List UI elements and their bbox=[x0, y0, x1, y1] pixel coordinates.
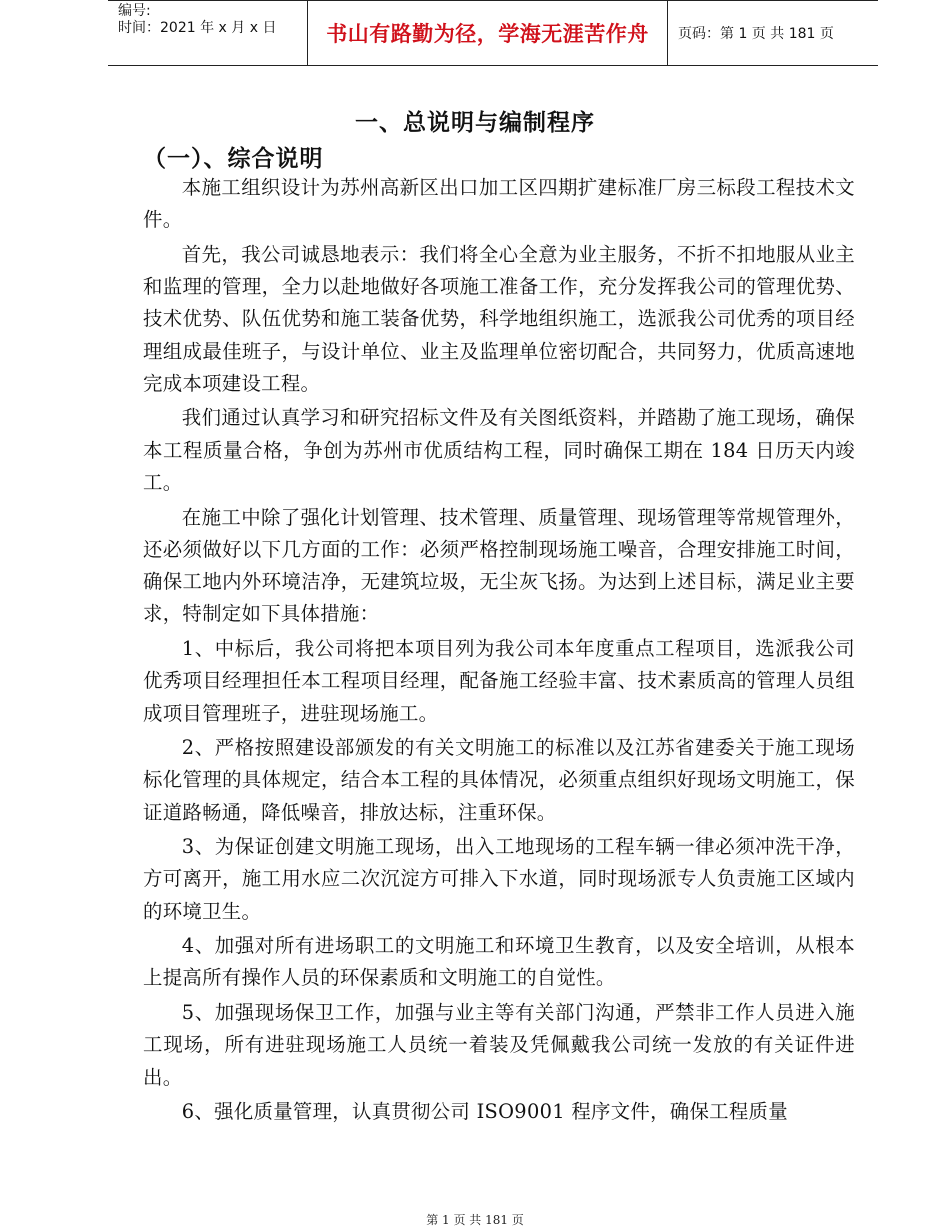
document-title: 一、总说明与编制程序 bbox=[355, 110, 595, 136]
list-item-paragraph: 4、加强对所有进场职工的文明施工和环境卫生教育，以及安全培训，从根本上提高所有操作人员的环保素质和文明施工的自觉性。 bbox=[143, 934, 855, 990]
list-item-paragraph: 3、为保证创建文明施工现场，出入工地现场的工程车辆一律必须冲洗干净，方可离开，施工用水应二次沉淀方可排入下水道，同时现场派专人负责施工区域内的环境卫生。 bbox=[143, 835, 855, 923]
section-heading: （一）、综合说明 bbox=[143, 146, 324, 172]
header-page-cell bbox=[668, 1, 878, 65]
header-meta-cell bbox=[108, 1, 308, 65]
page-header bbox=[108, 0, 878, 66]
paragraph: 本施工组织设计为苏州高新区出口加工区四期扩建标准厂房三标段工程技术文件。 bbox=[143, 176, 855, 232]
paragraph: 首先，我公司诚恳地表示：我们将全心全意为业主服务，不折不扣地服从业主和监理的管理，全力以赴地做好各项施工准备工作，充分发挥我公司的管理优势、技术优势、队伍优势和施工装备优势，科学地组织施工，选派我公司优秀的项目经理组成最佳班子，与设计单位、业主及监理单位密切配合，共同努力，优质高速地完成本项建设工程。 bbox=[143, 242, 855, 395]
list-item-paragraph: 2、严格按照建设部颁发的有关文明施工的标准以及江苏省建委关于施工现场标化管理的具体规定，结合本工程的具体情况，必须重点组织好现场文明施工，保证道路畅通，降低噪音，排放达标，注重环保。 bbox=[143, 735, 855, 824]
list-item-paragraph: 5、加强现场保卫工作，加强与业主等有关部门沟通，严禁非工作人员进入施工现场，所有进驻现场施工人员统一着装及凭佩戴我公司统一发放的有关证件进出。 bbox=[143, 1000, 855, 1089]
header-slogan-cell bbox=[308, 1, 668, 65]
slogan-text: 书山有路勤为径，学海无涯苦作舟 bbox=[326, 22, 649, 46]
page-number-label: 页码：第 1 页 共 181 页 bbox=[678, 26, 834, 42]
number-label: 编号: bbox=[118, 3, 151, 19]
time-label: 时间：2021 年 x 月 x 日 bbox=[118, 20, 277, 36]
list-item-paragraph: 1、中标后，我公司将把本项目列为我公司本年度重点工程项目，选派我公司优秀项目经理担任本工程项目经理，配备施工经验丰富、技术素质高的管理人员组成项目管理班子，进驻现场施工。 bbox=[143, 636, 855, 725]
paragraph: 我们通过认真学习和研究招标文件及有关图纸资料，并踏勘了施工现场，确保本工程质量合格，争创为苏州市优质结构工程，同时确保工期在 184 日历天内竣工。 bbox=[143, 406, 855, 495]
page-footer: 第 1 页 共 181 页 bbox=[426, 1213, 524, 1227]
document-body bbox=[143, 172, 855, 1130]
paragraph: 在施工中除了强化计划管理、技术管理、质量管理、现场管理等常规管理外，还必须做好以下几方面的工作：必须严格控制现场施工噪音，合理安排施工时间，确保工地内外环境洁净，无建筑垃圾，无尘灰飞扬。为达到上述目标，满足业主要求，特制定如下具体措施： bbox=[143, 505, 855, 626]
list-item-paragraph: 6、强化质量管理，认真贯彻公司 ISO9001 程序文件，确保工程质量 bbox=[181, 1100, 788, 1123]
